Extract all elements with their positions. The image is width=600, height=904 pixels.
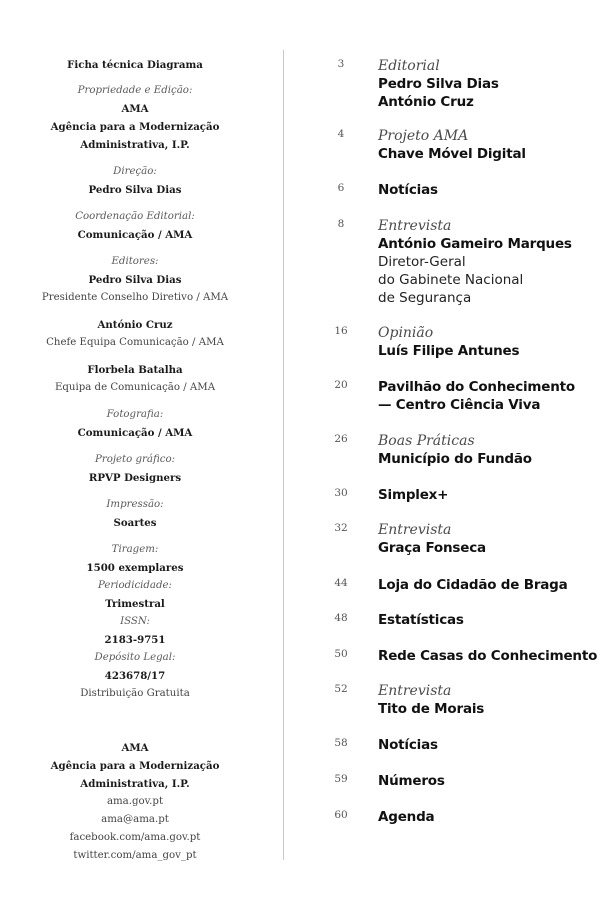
- toc-page-number: 50: [334, 648, 348, 660]
- design-label: Projeto gráfico:: [94, 454, 176, 465]
- toc-entry[interactable]: [328, 736, 600, 754]
- toc-title: Notícias: [378, 737, 438, 753]
- toc-title: Município do Fundão: [378, 451, 532, 467]
- toc-entry[interactable]: [328, 611, 600, 629]
- design-value: RPVP Designers: [88, 472, 182, 484]
- toc-title: Notícias: [378, 182, 438, 198]
- publisher-line: AMA: [121, 742, 149, 754]
- direction-value: Pedro Silva Dias: [88, 184, 182, 196]
- print-run-value: 1500 exemplares: [86, 562, 184, 574]
- toc-section-label: Opinião: [378, 325, 434, 341]
- toc-entry[interactable]: [328, 432, 600, 468]
- email-link[interactable]: ama@ama.pt: [101, 814, 169, 825]
- toc-entry[interactable]: [328, 682, 600, 718]
- toc-title: Tito de Morais: [378, 701, 485, 717]
- toc-description: Diretor-Geral: [378, 254, 466, 270]
- colophon-header: Ficha técnica Diagrama: [67, 59, 203, 71]
- toc-page-number: 20: [334, 379, 348, 391]
- toc-title: Luís Filipe Antunes: [378, 343, 520, 359]
- periodicity-value: Trimestral: [105, 598, 165, 610]
- ownership-label: Propriedade e Edição:: [77, 85, 193, 96]
- periodicity-label: Periodicidade:: [97, 580, 172, 591]
- toc-title: Estatísticas: [378, 612, 464, 628]
- toc-page-number: 44: [334, 577, 348, 589]
- toc-page-number: 52: [334, 683, 348, 695]
- publisher-line: Administrativa, I.P.: [80, 778, 190, 790]
- toc-entry[interactable]: [328, 378, 600, 414]
- editor-name: António Cruz: [97, 319, 173, 331]
- toc-title: Números: [378, 773, 445, 789]
- toc-entry[interactable]: [328, 127, 600, 163]
- toc-page-number: 32: [334, 522, 348, 534]
- toc-description: do Gabinete Nacional: [378, 272, 524, 288]
- editor-name: Florbela Batalha: [87, 364, 183, 376]
- toc-title: — Centro Ciência Viva: [378, 397, 541, 413]
- toc-title: Chave Móvel Digital: [378, 146, 526, 162]
- toc-entry[interactable]: [328, 647, 600, 665]
- toc-title: António Gameiro Marques: [378, 236, 572, 252]
- toc-section-label: Entrevista: [378, 522, 452, 538]
- toc-entry[interactable]: [328, 217, 600, 307]
- toc-title: Graça Fonseca: [378, 540, 486, 556]
- toc-page-number: 26: [334, 433, 348, 445]
- toc-entry[interactable]: [328, 808, 600, 826]
- photography-value: Comunicação / AMA: [77, 427, 193, 439]
- editor-role: Chefe Equipa Comunicação / AMA: [46, 337, 224, 348]
- printing-label: Impressão:: [106, 499, 164, 510]
- toc-page-number: 4: [337, 128, 345, 140]
- website-link[interactable]: ama.gov.pt: [106, 796, 164, 807]
- direction-label: Direção:: [113, 166, 157, 177]
- legal-deposit-value: 423678/17: [104, 670, 166, 682]
- distribution-note: Distribuição Gratuita: [80, 688, 190, 699]
- ownership-line: Administrativa, I.P.: [80, 139, 190, 151]
- editors-label: Editores:: [111, 256, 159, 267]
- editor-role: Presidente Conselho Diretivo / AMA: [41, 292, 229, 303]
- facebook-link[interactable]: facebook.com/ama.gov.pt: [69, 832, 201, 843]
- toc-title: Simplex+: [378, 487, 449, 503]
- toc-entry[interactable]: [328, 772, 600, 790]
- toc-section-label: Entrevista: [378, 218, 452, 234]
- toc-entry[interactable]: [328, 324, 600, 360]
- toc-title: Pavilhão do Conhecimento: [378, 379, 575, 395]
- legal-deposit-label: Depósito Legal:: [94, 652, 176, 663]
- toc-entry[interactable]: [328, 576, 600, 594]
- toc-title: Loja do Cidadão de Braga: [378, 577, 568, 593]
- toc-page-number: 60: [334, 809, 348, 821]
- toc-entry[interactable]: [328, 486, 600, 504]
- toc-page-number: 59: [334, 773, 348, 785]
- printing-value: Soartes: [113, 517, 157, 529]
- toc-entry[interactable]: [328, 521, 600, 557]
- photography-label: Fotografia:: [106, 409, 164, 420]
- coordination-value: Comunicação / AMA: [77, 229, 193, 241]
- toc-page-number: 48: [334, 612, 348, 624]
- toc-page-number: 16: [334, 325, 348, 337]
- toc-page-number: 30: [334, 487, 348, 499]
- toc-title: António Cruz: [378, 94, 474, 110]
- twitter-link[interactable]: twitter.com/ama_gov_pt: [73, 850, 197, 861]
- toc-page-number: 3: [337, 58, 345, 70]
- toc-page-number: 6: [337, 182, 345, 194]
- toc-entry[interactable]: [328, 181, 600, 199]
- publisher-line: Agência para a Modernização: [50, 760, 220, 772]
- print-run-label: Tiragem:: [111, 544, 159, 555]
- editor-role: Equipa de Comunicação / AMA: [54, 382, 216, 393]
- toc-description: de Segurança: [378, 290, 472, 306]
- toc-section-label: Entrevista: [378, 683, 452, 699]
- toc-page-number: 8: [337, 218, 345, 230]
- toc-entry[interactable]: [328, 57, 600, 111]
- toc-section-label: Editorial: [378, 58, 440, 74]
- toc-title: Pedro Silva Dias: [378, 76, 499, 92]
- coordination-label: Coordenação Editorial:: [75, 211, 195, 222]
- toc-section-label: Boas Práticas: [378, 433, 475, 449]
- issn-label: ISSN:: [120, 616, 150, 627]
- editor-name: Pedro Silva Dias: [88, 274, 182, 286]
- ownership-line: Agência para a Modernização: [50, 121, 220, 133]
- toc-title: Rede Casas do Conhecimento: [378, 648, 598, 664]
- toc-page-number: 58: [334, 737, 348, 749]
- toc-title: Agenda: [378, 809, 435, 825]
- issn-value: 2183-9751: [104, 634, 166, 646]
- toc-section-label: Projeto AMA: [378, 128, 469, 144]
- ownership-line: AMA: [121, 103, 149, 115]
